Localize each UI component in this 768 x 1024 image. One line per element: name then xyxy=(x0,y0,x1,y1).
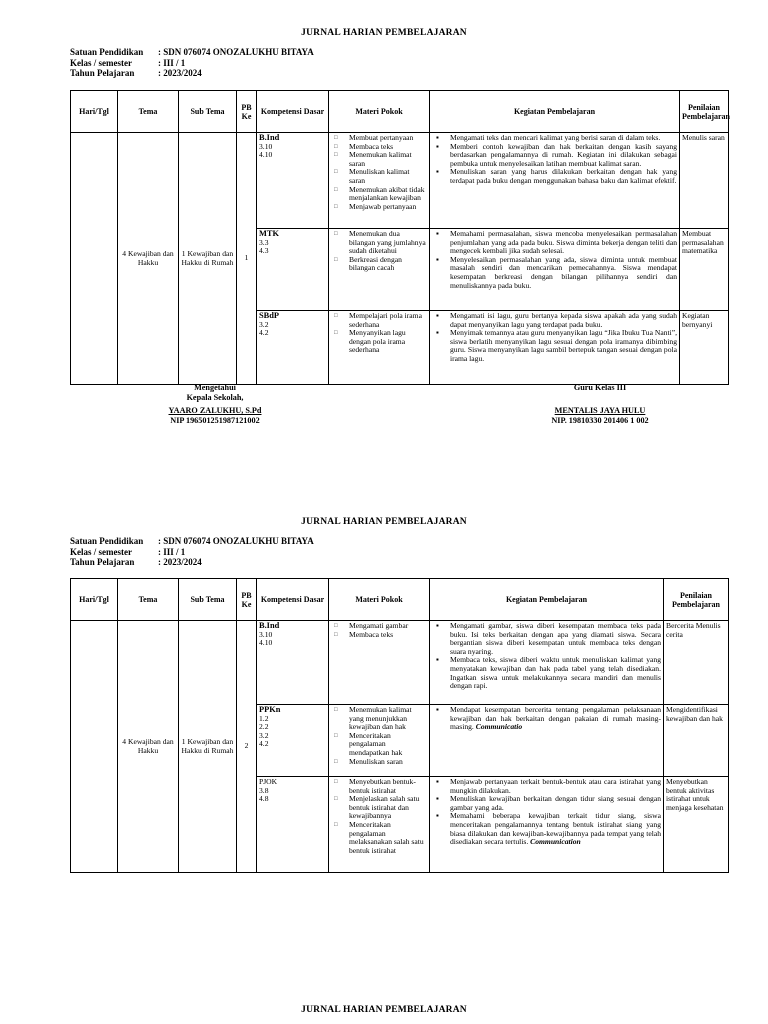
hari-cell xyxy=(71,621,118,873)
materi-item: □ Berkreasi dengan bilangan cacah xyxy=(331,256,427,273)
headmaster-name: YAARO ZALUKHU, S.Pd xyxy=(168,406,262,415)
table-row xyxy=(71,133,729,229)
pb-cell: 1 xyxy=(237,133,257,385)
kd-code: 3.2 xyxy=(259,319,269,329)
meta-value: : SDN 076074 ONOZALUKHU BITAYA xyxy=(158,47,314,57)
subject-label: B.Ind xyxy=(259,133,280,142)
materi-item: □ Menyebutkan bentuk-bentuk istirahat xyxy=(331,778,427,795)
signature-title: Mengetahui xyxy=(194,383,236,392)
tema-cell: 4 Kewajiban dan Hakku xyxy=(118,133,179,385)
materi-cell xyxy=(329,229,430,311)
journal-title: JURNAL HARIAN PEMBELAJARAN xyxy=(301,1005,467,1015)
kegiatan-cell xyxy=(430,133,680,229)
materi-item: □ Menuliskan saran xyxy=(331,758,427,767)
header-materi: Materi Pokok xyxy=(329,91,430,133)
materi-item: □ Mengamati gambar xyxy=(331,622,427,631)
kegiatan-cell xyxy=(430,311,680,385)
meta-label: Kelas / semester xyxy=(70,546,132,557)
meta-value: : 2023/2024 xyxy=(158,557,202,567)
kegiatan-item: ▪ Menuliskan kewajiban berkaitan dengan tidur siang sesuai dengan gambar yang ada. xyxy=(450,795,661,812)
header-kegiatan: Kegiatan Pembelajaran xyxy=(430,579,664,621)
kd-cell xyxy=(257,621,329,705)
penilaian-cell: Menyebutkan bentuk aktivitas istirahat untuk menjaga kesehatan xyxy=(664,777,729,873)
header-penilaian: Penilaian Pembelajaran xyxy=(664,579,729,621)
header-tema: Tema xyxy=(118,579,179,621)
kd-code: 4.10 xyxy=(259,638,273,648)
kd-code: 4.2 xyxy=(259,739,269,749)
materi-cell xyxy=(329,133,430,229)
meta-label: Satuan Pendidikan xyxy=(70,536,144,546)
meta-value: : III / 1 xyxy=(158,57,186,68)
kd-code: 3.8 xyxy=(259,785,269,795)
materi-cell xyxy=(329,311,430,385)
header-kegiatan: Kegiatan Pembelajaran xyxy=(430,91,680,133)
kd-code: 3.2 xyxy=(259,730,269,740)
kd-code: 3.3 xyxy=(259,237,269,247)
materi-item: □ Mempelajari pola irama sederhana xyxy=(331,312,427,329)
header-penilaian: Penilaian Pembelajaran xyxy=(680,91,729,133)
materi-item: □ Menemukan kalimat saran xyxy=(331,151,427,168)
journal-table xyxy=(70,578,729,873)
kegiatan-cell xyxy=(430,777,664,873)
meta-value: : 2023/2024 xyxy=(158,68,202,78)
materi-item: □ Menuliskan kalimat saran xyxy=(331,168,427,185)
kd-code: 2.2 xyxy=(259,722,269,732)
kd-code: 4.8 xyxy=(259,794,269,804)
materi-item: □ Membuat pertanyaan xyxy=(331,134,427,143)
identity-block xyxy=(70,47,314,79)
kegiatan-item: ▪ Menuliskan saran yang harus dilakukan berkaitan dengan hak yang terdapat pada buku dengan menggunakan bahasa baku dan kalimat efektif. xyxy=(450,168,677,185)
header-kd: Kompetensi Dasar xyxy=(257,91,329,133)
kegiatan-item: ▪ Membaca teks, siswa diberi waktu untuk menuliskan kalimat yang menyatakan kewajiban dan hak pada tabel yang telah disediakan. Ingatkan siswa untuk melakukannya secara mandiri dan menulis dengan rapi. xyxy=(450,656,661,690)
meta-label: Kelas / semester xyxy=(70,57,132,68)
kegiatan-item xyxy=(450,812,661,846)
header-subtema: Sub Tema xyxy=(179,579,237,621)
meta-value: : III / 1 xyxy=(158,546,186,557)
materi-item: □ Menemukan kalimat yang menunjukkan kewajiban dan hak xyxy=(331,706,427,732)
header-kd: Kompetensi Dasar xyxy=(257,579,329,621)
penilaian-cell: Mengidentifikasi kewajiban dan hak xyxy=(664,705,729,777)
kd-code: 4.3 xyxy=(259,246,269,256)
materi-item: □ Membaca teks xyxy=(331,631,427,640)
kegiatan-cell xyxy=(430,621,664,705)
kegiatan-item: ▪ Memberi contoh kewajiban dan hak berkaitan dengan kasih sayang berdasarkan pengalamannya di rumah. Kegiatan ini dilakukan sebagai pembuka untuk menyelesaikan latihan membuat kalimat saran. xyxy=(450,143,677,169)
signature-title: Kepala Sekolah, xyxy=(186,392,244,402)
penilaian-cell: Membuat permasalahan matematika xyxy=(680,229,729,311)
kd-code: 1.2 xyxy=(259,713,269,723)
kegiatan-item: ▪ Menjawab pertanyaan terkait bentuk-bentuk atau cara istirahat yang mungkin dilakukan. xyxy=(450,778,661,795)
journal-title: JURNAL HARIAN PEMBELAJARAN xyxy=(301,28,467,38)
kegiatan-cell xyxy=(430,229,680,311)
kd-cell xyxy=(257,705,329,777)
kegiatan-item: ▪ Mengamati gambar, siswa diberi kesempatan membaca teks pada buku. Isi teks berkaitan dengan apa yang diamati siswa. Secara bergantian siswa diberi kesempatan untuk membaca teks dengan suara nyaring. xyxy=(450,622,661,656)
journal-title: JURNAL HARIAN PEMBELAJARAN xyxy=(301,517,467,527)
table-row xyxy=(71,621,729,705)
identity-block xyxy=(70,536,314,568)
materi-cell xyxy=(329,621,430,705)
materi-item: □ Membaca teks xyxy=(331,143,427,152)
kegiatan-item: ▪ Mengamati isi lagu, guru bertanya kepada siswa apakah ada yang sudah dapat menyanyikan lagu yang terdapat pada buku. xyxy=(450,312,677,329)
header-subtema: Sub Tema xyxy=(179,91,237,133)
teacher-signature xyxy=(560,383,640,393)
penilaian-cell: Bercerita Menulis cerita xyxy=(664,621,729,705)
materi-item: □ Menemukan akibat tidak menjalankan kewajiban xyxy=(331,186,427,203)
header-hari: Hari/Tgl xyxy=(71,579,118,621)
materi-item: □ Menjelaskan salah satu bentuk istirahat dan kewajibannya xyxy=(331,795,427,821)
subject-label: MTK xyxy=(259,229,280,238)
tema-cell: 4 Kewajiban dan Hakku xyxy=(118,621,179,873)
kegiatan-cell xyxy=(430,705,664,777)
kegiatan-tag: Communicatio xyxy=(475,722,523,732)
kd-code: 3.10 xyxy=(259,141,273,151)
kd-code: 4.10 xyxy=(259,150,273,160)
headmaster-nip: NIP 196501251987121002 xyxy=(170,415,260,425)
kd-code: 3.10 xyxy=(259,629,273,639)
journal-table xyxy=(70,90,729,385)
materi-cell xyxy=(329,777,430,873)
meta-label: Tahun Pelajaran xyxy=(70,68,135,78)
kegiatan-tag: Communication xyxy=(530,837,581,847)
kegiatan-item: ▪ Menyelesaikan permasalahan yang ada, siswa diminta untuk membuat masalah sendiri dan mencarikan pemecahannya. Siswa mendapat kesempatan berkreasi dengan bilangan pilihannya sendiri dan menuliskannya pada buku. xyxy=(450,256,677,290)
kd-cell xyxy=(257,311,329,385)
header-materi: Materi Pokok xyxy=(329,579,430,621)
subject-label: SBdP xyxy=(259,311,280,320)
materi-item: □ Menjawab pertanyaan xyxy=(331,203,427,212)
kegiatan-text: Memahami beberapa kewajiban terkait tidur siang, siswa menceritakan pengalamannya tentang bentuk istirahat siang yang biasa dilakukan dan kewajiban-kewajibannya pada tempat yang telah disediakan secara tertulis. xyxy=(450,811,661,847)
subtema-cell: 1 Kewajiban dan Hakku di Rumah xyxy=(179,133,237,385)
kd-code: 4.2 xyxy=(259,328,269,338)
headmaster-signature xyxy=(170,383,260,402)
header-hari: Hari/Tgl xyxy=(71,91,118,133)
kd-cell xyxy=(257,777,329,873)
meta-label: Tahun Pelajaran xyxy=(70,557,135,567)
pb-cell: 2 xyxy=(237,621,257,873)
materi-item: □ Menemukan dua bilangan yang jumlahnya sudah diketahui xyxy=(331,230,427,256)
kegiatan-text: Mendapat kesempatan bercerita tentang pengalaman pelaksanaan kewajiban dan hak berkaitan dengan pakaian di rumah masing-masing. xyxy=(450,705,661,732)
kegiatan-item: ▪ Menyimak temannya atau guru menyanyikan lagu “Jika Ibuku Tua Nanti”, siswa berlatih menyanyikan lagu sesuai dengan pola iramanya dibimbing guru. Siswa menyanyikan lagu sambil bertepuk tangan sesuai dengan pola irama lagu. xyxy=(450,329,677,363)
penilaian-cell: Kegiatan bernyanyi xyxy=(680,311,729,385)
materi-item: □ Menyanyikan lagu dengan pola irama sederhana xyxy=(331,329,427,355)
subject-label: B.Ind xyxy=(259,621,280,630)
header-pb: PB Ke xyxy=(237,579,257,621)
subtema-cell: 1 Kewajiban dan Hakku di Rumah xyxy=(179,621,237,873)
hari-cell xyxy=(71,133,118,385)
kegiatan-item xyxy=(450,706,661,732)
kd-cell xyxy=(257,229,329,311)
kegiatan-item: ▪ Memahami permasalahan, siswa mencoba menyelesaikan permasalahan penjumlahan yang ada pada buku. Siswa diminta bekerja dengan teliti dan mengecek kembali jika sudah selesai. xyxy=(450,230,677,256)
meta-value: : SDN 076074 ONOZALUKHU BITAYA xyxy=(158,536,314,546)
teacher-name-block xyxy=(525,406,675,425)
subject-label: PPKn xyxy=(259,705,281,714)
teacher-name: MENTALIS JAYA HULU xyxy=(554,406,646,415)
header-pb: PB Ke xyxy=(237,91,257,133)
subject-label: PJOK xyxy=(259,777,278,786)
teacher-nip: NIP. 19810330 201406 1 002 xyxy=(551,415,649,425)
penilaian-cell: Menulis saran xyxy=(680,133,729,229)
headmaster-name-block xyxy=(140,406,290,425)
kd-cell xyxy=(257,133,329,229)
materi-cell xyxy=(329,705,430,777)
header-tema: Tema xyxy=(118,91,179,133)
kegiatan-item: ▪ Mengamati teks dan mencari kalimat yang berisi saran di dalam teks. xyxy=(450,134,677,143)
materi-item: □ Menceritakan pengalaman mendapatkan hak xyxy=(331,732,427,758)
meta-label: Satuan Pendidikan xyxy=(70,47,144,57)
signature-title: Guru Kelas III xyxy=(573,383,627,392)
materi-item: □ Menceritakan pengalaman melaksanakan salah satu bentuk istirahat xyxy=(331,821,427,855)
